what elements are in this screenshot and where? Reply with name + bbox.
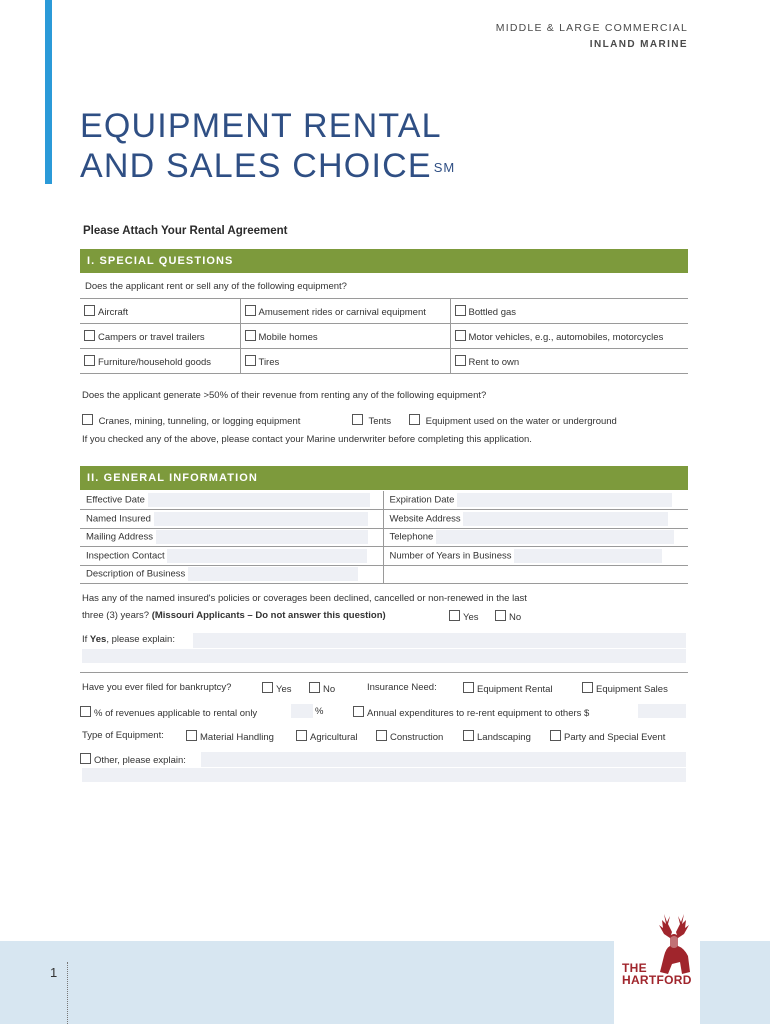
checkbox[interactable] [245, 305, 256, 316]
checkbox[interactable] [376, 730, 387, 741]
field-input[interactable] [154, 512, 368, 526]
field-label: % of revenues applicable to rental only [94, 708, 258, 719]
option-cell [240, 349, 450, 374]
field-label: Telephone [389, 531, 434, 543]
mailing-address-field[interactable] [80, 528, 383, 547]
option-cell [80, 299, 240, 324]
checkbox[interactable] [463, 682, 474, 693]
bankruptcy-question: Have you ever filed for bankruptcy? [82, 682, 232, 693]
explain-input-1[interactable] [193, 633, 686, 648]
field-input[interactable] [167, 549, 367, 563]
field-input[interactable] [436, 530, 674, 544]
page-number: 1 [50, 965, 58, 980]
field-label: Mailing Address [86, 531, 154, 543]
option-label: Party and Special Event [564, 732, 666, 743]
checkbox[interactable] [352, 414, 363, 425]
question-rent-or-sell: Does the applicant rent or sell any of the following equipment? [85, 281, 347, 292]
option-label: Landscaping [477, 732, 531, 743]
field-label: Effective Date [86, 494, 145, 506]
option-cell [240, 299, 450, 324]
accent-bar [45, 0, 52, 184]
subcategory-line: INLAND MARINE [589, 39, 688, 50]
description-of-business-field[interactable] [80, 565, 383, 584]
checkbox[interactable] [309, 682, 320, 693]
field-input[interactable] [457, 493, 672, 507]
checkbox[interactable] [84, 355, 95, 366]
field-input[interactable] [463, 512, 668, 526]
checkbox[interactable] [186, 730, 197, 741]
option-label: Tires [258, 356, 280, 368]
field-label: Description of Business [86, 568, 186, 580]
bankruptcy-no [309, 682, 335, 695]
field-label: Expiration Date [389, 494, 455, 506]
expiration-date-field[interactable] [383, 491, 688, 510]
checkbox[interactable] [296, 730, 307, 741]
option-label: Mobile homes [258, 331, 318, 343]
missouri-note: (Missouri Applicants – Do not answer this question) [151, 610, 386, 621]
need-equipment-sales [582, 682, 668, 695]
option-label: Construction [390, 732, 444, 743]
option-cell [80, 324, 240, 349]
option-cranes [82, 414, 300, 427]
field-input[interactable] [514, 549, 662, 563]
type-party-special-event [550, 730, 665, 743]
option-label: Material Handling [200, 732, 274, 743]
need-equipment-rental [463, 682, 553, 695]
title-line-2 [80, 146, 455, 186]
section-heading-general-information: II. GENERAL INFORMATION [80, 466, 688, 490]
option-label: Agricultural [310, 732, 358, 743]
checkbox[interactable] [82, 414, 93, 425]
description-continuation[interactable] [383, 565, 688, 584]
footer-dotted-line [67, 962, 68, 1024]
option-label: Furniture/household goods [98, 356, 212, 368]
option-cell [450, 324, 688, 349]
title-line-1: EQUIPMENT RENTAL [80, 107, 442, 145]
percent-sign: % [315, 706, 324, 717]
checkbox[interactable] [80, 753, 91, 764]
checkbox[interactable] [353, 706, 364, 717]
annual-expenditures-input[interactable] [638, 704, 686, 718]
effective-date-field[interactable] [80, 491, 383, 510]
website-address-field[interactable] [383, 510, 688, 529]
checkbox[interactable] [84, 330, 95, 341]
field-input[interactable] [156, 530, 368, 544]
option-label: Equipment Sales [596, 684, 668, 695]
years-in-business-field[interactable] [383, 547, 688, 566]
question-revenue-renting: Does the applicant generate >50% of their revenue from renting any of the following equipment? [82, 390, 487, 401]
logo-line-2: HARTFORD [622, 973, 692, 987]
checkbox[interactable] [84, 305, 95, 316]
option-label: Aircraft [98, 306, 129, 318]
declined-question-cont [82, 610, 386, 621]
attach-note: Please Attach Your Rental Agreement [83, 225, 288, 237]
checkbox[interactable] [455, 305, 466, 316]
checkbox[interactable] [582, 682, 593, 693]
option-water-underground [409, 414, 617, 427]
inspection-contact-field[interactable] [80, 547, 383, 566]
yes-label: Yes [463, 612, 479, 623]
if-prefix: If [82, 634, 90, 645]
option-cell [240, 324, 450, 349]
contact-underwriter-note: If you checked any of the above, please contact your Marine underwriter before completing this application. [82, 434, 532, 445]
if-suffix: , please explain: [106, 634, 175, 645]
option-cell [450, 299, 688, 324]
field-input[interactable] [148, 493, 370, 507]
checkbox[interactable] [262, 682, 273, 693]
declined-text: three (3) years? [82, 610, 152, 621]
other-explain-input-2[interactable] [82, 768, 686, 782]
option-label: Campers or travel trailers [98, 331, 205, 343]
checkbox[interactable] [550, 730, 561, 741]
checkbox[interactable] [80, 706, 91, 717]
section-heading-special-questions: I. SPECIAL QUESTIONS [80, 249, 688, 273]
type-construction [376, 730, 443, 743]
logo-line-1: THE [622, 961, 647, 975]
other-explain-field [80, 753, 186, 766]
declined-question: Has any of the named insured's policies or coverages been declined, cancelled or non-renewed in the last [82, 593, 527, 604]
checkbox[interactable] [455, 355, 466, 366]
telephone-field[interactable] [383, 528, 688, 547]
declined-no [495, 610, 521, 623]
hartford-wordmark [622, 962, 692, 986]
type-landscaping [463, 730, 531, 743]
checkbox[interactable] [463, 730, 474, 741]
option-cell [450, 349, 688, 374]
type-agricultural [296, 730, 358, 743]
checkbox[interactable] [245, 355, 256, 366]
title-line-2-text: AND SALES CHOICE [80, 147, 432, 185]
field-label: Named Insured [86, 513, 151, 525]
category-line: MIDDLE & LARGE COMMERCIAL [495, 22, 688, 34]
equipment-options-grid [80, 298, 688, 374]
other-explain-input-1[interactable] [201, 752, 686, 767]
checkbox[interactable] [245, 330, 256, 341]
annual-expenditures-field [353, 706, 589, 719]
field-label: Annual expenditures to re-rent equipment to others $ [367, 708, 590, 719]
field-label: Number of Years in Business [389, 550, 512, 562]
option-cell [80, 349, 240, 374]
declined-yes [449, 610, 479, 623]
bankruptcy-yes [262, 682, 292, 695]
type-of-equipment-label: Type of Equipment: [82, 730, 164, 741]
explain-input-2[interactable] [82, 649, 686, 663]
divider [80, 672, 688, 673]
yes-label: Yes [276, 684, 292, 695]
option-label: Rent to own [468, 356, 520, 368]
field-label: Other, please explain: [94, 755, 186, 766]
option-label: Equipment Rental [477, 684, 553, 695]
option-label: Tents [368, 416, 392, 427]
option-label: Cranes, mining, tunneling, or logging equipment [98, 416, 301, 427]
option-tents [352, 414, 391, 427]
type-material-handling [186, 730, 274, 743]
no-label: No [323, 684, 336, 695]
checkbox[interactable] [455, 330, 466, 341]
field-label: Inspection Contact [86, 550, 165, 562]
pct-rental-input[interactable] [291, 704, 313, 718]
option-label: Bottled gas [468, 306, 517, 318]
page-title [80, 106, 455, 186]
field-input[interactable] [188, 567, 358, 581]
pct-rental-field [80, 706, 257, 719]
option-label: Equipment used on the water or underground [425, 416, 617, 427]
named-insured-field[interactable] [80, 510, 383, 529]
checkbox[interactable] [449, 610, 460, 621]
checkbox[interactable] [409, 414, 420, 425]
document-category [496, 22, 688, 50]
field-label: Website Address [389, 513, 461, 525]
if-yes-explain-label [82, 634, 175, 645]
service-mark: SM [433, 160, 456, 175]
insurance-need-label: Insurance Need: [367, 682, 437, 693]
checkbox[interactable] [495, 610, 506, 621]
option-label: Motor vehicles, e.g., automobiles, motorcycles [468, 331, 664, 343]
general-info-table [80, 491, 688, 584]
no-label: No [509, 612, 522, 623]
option-label: Amusement rides or carnival equipment [258, 306, 426, 318]
if-yes-bold: Yes [89, 634, 107, 645]
